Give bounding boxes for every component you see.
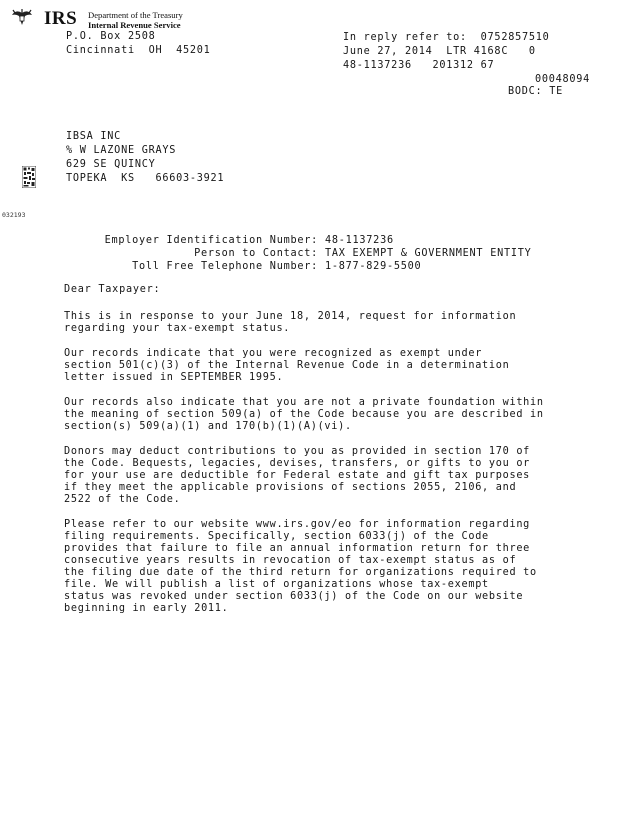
reference-line3: 48-1137236 201312 67 [343,60,495,71]
paragraph-line: status was revoked under section 6033(j) of the Code on our website [64,591,524,602]
paragraph-line: section(s) 509(a)(1) and 170(b)(1)(A)(vi). [64,421,352,432]
recipient-line1: IBSA INC [66,131,122,142]
paragraph-line: beginning in early 2011. [64,603,229,614]
phone-label: Toll Free Telephone Number: [132,261,318,272]
paragraph-line: letter issued in SEPTEMBER 1995. [64,372,284,383]
paragraph-line: file. We will publish a list of organizations whose tax-exempt [64,579,489,590]
recipient-line2: % W LAZONE GRAYS [66,145,177,156]
paragraph-line: Please refer to our website www.irs.gov/eo for information regarding [64,519,531,530]
reference-line2: June 27, 2014 LTR 4168C 0 [343,46,536,57]
barcode-icon [22,166,36,188]
ein-value: 48-1137236 [325,235,394,246]
irs-wordmark: IRS [44,8,78,29]
contact-person-label: Person to Contact: [194,248,318,259]
paragraph-line: This is in response to your June 18, 2014, request for information [64,311,517,322]
paragraph-line: for your use are deductible for Federal estate and gift tax purposes [64,470,531,481]
reference-line5: BODC: TE [508,86,564,97]
phone-value: 1-877-829-5500 [325,261,422,272]
paragraph-line: if they meet the applicable provisions of sections 2055, 2106, and [64,482,517,493]
paragraph-line: the meaning of section 509(a) of the Code because you are described in [64,409,544,420]
salutation: Dear Taxpayer: [64,284,161,295]
paragraph-line: consecutive years results in revocation of tax-exempt status as of [64,555,517,566]
paragraph-line: the Code. Bequests, legacies, devises, transfers, or gifts to you or [64,458,531,469]
margin-code: 032193 [2,211,26,219]
paragraph-line: Our records also indicate that you are not a private foundation within [64,397,544,408]
paragraph-line: the filing due date of the third return for organizations required to [64,567,537,578]
return-address-line2: Cincinnati OH 45201 [66,45,211,56]
contact-person-value: TAX EXEMPT & GOVERNMENT ENTITY [325,248,532,259]
paragraph-line: provides that failure to file an annual information return for three [64,543,531,554]
ein-label: Employer Identification Number: [104,235,318,246]
paragraph-line: Our records indicate that you were recognized as exempt under [64,348,483,359]
reference-line4: 00048094 [535,74,591,85]
paragraph-line: Donors may deduct contributions to you as provided in section 170 of [64,446,531,457]
paragraph-line: section 501(c)(3) of the Internal Revenue Code in a determination [64,360,510,371]
recipient-line3: 629 SE QUINCY [66,159,156,170]
return-address-line1: P.O. Box 2508 [66,31,156,42]
service-line: Internal Revenue Service [88,20,181,30]
paragraph-line: 2522 of the Code. [64,494,181,505]
paragraph-line: filing requirements. Specifically, section 6033(j) of the Code [64,531,489,542]
department-line: Department of the Treasury [88,10,183,20]
eagle-seal-icon [10,7,34,27]
recipient-line4: TOPEKA KS 66603-3921 [66,173,225,184]
paragraph-line: regarding your tax-exempt status. [64,323,291,334]
reference-line1: In reply refer to: 0752857510 [343,32,550,43]
